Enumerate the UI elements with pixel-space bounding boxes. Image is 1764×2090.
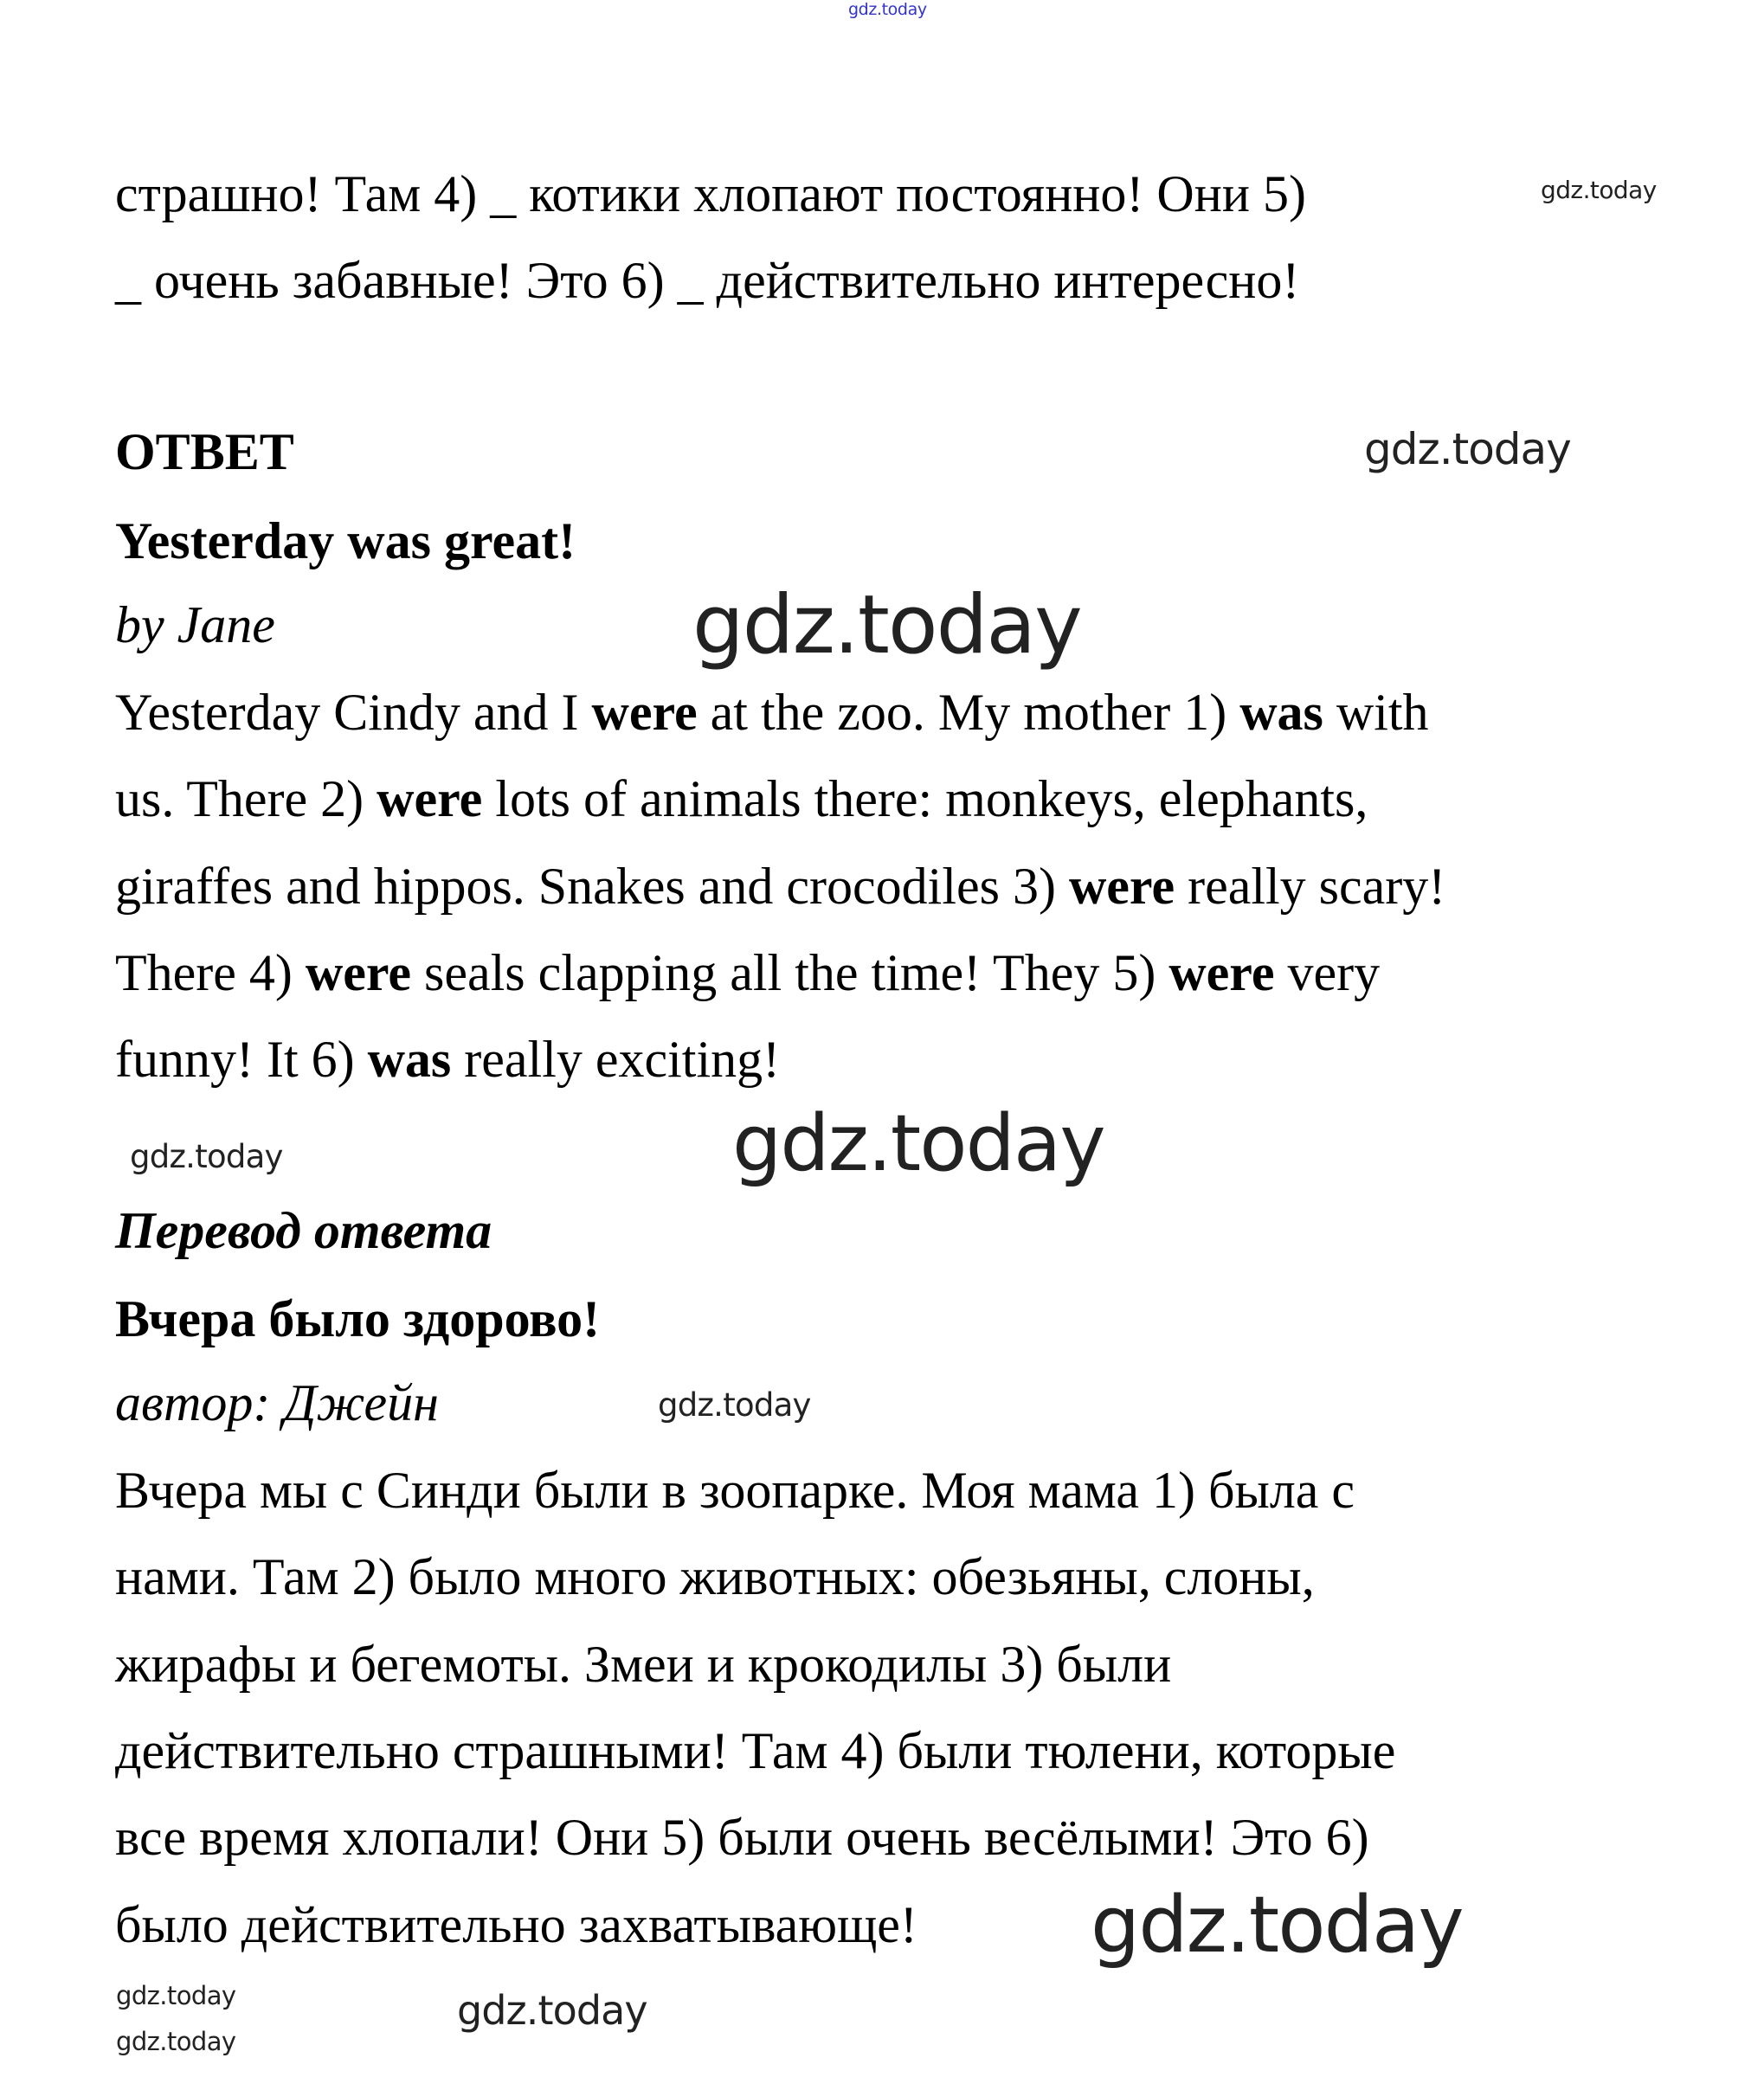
- answer-title: Yesterday was great!: [115, 512, 576, 569]
- watermark: gdz.today: [457, 1987, 647, 2034]
- translation-title: Вчера было здорово!: [115, 1290, 601, 1347]
- body-line: [115, 1016, 780, 1103]
- body-line: [115, 1707, 1395, 1794]
- text-segment: все время хлопали! Они 5) были очень весёлыми! Это 6): [115, 1809, 1369, 1867]
- text-segment: There 4): [115, 943, 306, 1001]
- text-segment: жирафы и бегемоты. Змеи и крокодилы 3) были: [115, 1635, 1172, 1693]
- answer-word-bold: were: [305, 943, 412, 1001]
- text-segment: страшно! Там 4) _ котики хлопают постоянно! Они 5): [115, 165, 1306, 222]
- text-segment: seals clapping all the time! They 5): [411, 943, 1169, 1001]
- task-line: [115, 151, 1306, 237]
- body-line: [115, 1534, 1315, 1620]
- answer-word-bold: were: [591, 684, 698, 741]
- answer-word-bold: was: [1239, 684, 1323, 741]
- watermark: gdz.today: [130, 1138, 283, 1175]
- text-segment: with: [1323, 684, 1429, 741]
- text-segment: было действительно захватывающе!: [115, 1895, 917, 1953]
- watermark: gdz.today: [692, 578, 1081, 672]
- body-line: [115, 1447, 1355, 1534]
- text-segment: very: [1274, 943, 1381, 1001]
- watermark: gdz.today: [1091, 1880, 1463, 1971]
- answer-heading: ОТВЕТ: [115, 423, 294, 480]
- answer-word-bold: were: [1168, 943, 1275, 1001]
- translation-heading: Перевод ответа: [115, 1202, 493, 1259]
- text-segment: at the zoo. My mother 1): [697, 684, 1240, 741]
- text-segment: Yesterday Cindy and I: [115, 684, 592, 741]
- text-segment: _ очень забавные! Это 6) _ действительно интересно!: [115, 252, 1300, 309]
- watermark: gdz.today: [732, 1098, 1104, 1189]
- translation-author: автор: Джейн: [115, 1374, 439, 1431]
- answer-word-bold: was: [367, 1031, 452, 1089]
- body-line: [115, 1621, 1171, 1707]
- text-segment: funny! It 6): [115, 1031, 368, 1089]
- text-segment: really scary!: [1175, 857, 1446, 915]
- watermark: gdz.today: [848, 0, 927, 19]
- watermark: gdz.today: [116, 1981, 236, 2010]
- body-line: [115, 1794, 1369, 1881]
- watermark: gdz.today: [1541, 176, 1657, 204]
- text-segment: Вчера мы с Синди были в зоопарке. Моя мама 1) была с: [115, 1462, 1355, 1519]
- body-line: [115, 669, 1429, 756]
- answer-word-bold: were: [1068, 857, 1175, 915]
- watermark: gdz.today: [1364, 424, 1571, 474]
- body-line: [115, 843, 1445, 929]
- answer-author: by Jane: [115, 596, 275, 653]
- text-segment: действительно страшными! Там 4) были тюлени, которые: [115, 1721, 1396, 1779]
- text-segment: нами. Там 2) было много животных: обезьяны, слоны,: [115, 1548, 1315, 1606]
- text-segment: us. There 2): [115, 770, 377, 828]
- text-segment: really exciting!: [451, 1031, 781, 1089]
- body-line: [115, 929, 1380, 1016]
- text-segment: giraffes and hippos. Snakes and crocodiles 3): [115, 857, 1069, 915]
- answer-word-bold: were: [377, 770, 483, 828]
- watermark: gdz.today: [658, 1386, 811, 1424]
- watermark: gdz.today: [116, 2027, 236, 2056]
- text-segment: lots of animals there: monkeys, elephants,: [482, 770, 1368, 828]
- body-line: [115, 1881, 917, 1968]
- task-line: [115, 237, 1299, 324]
- body-line: [115, 756, 1368, 842]
